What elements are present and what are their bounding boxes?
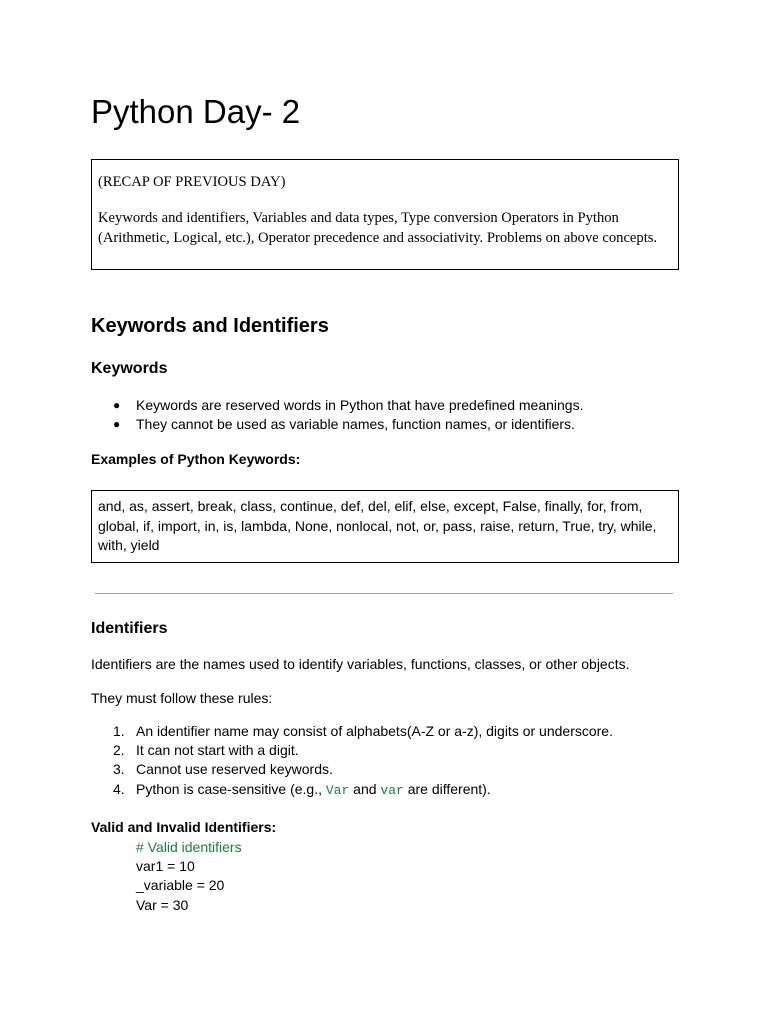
valid-invalid-label: Valid and Invalid Identifiers:: [91, 819, 277, 835]
list-item-text: Cannot use reserved keywords.: [136, 761, 333, 777]
list-number: 4.: [113, 781, 125, 797]
list-item-text: Python is case-sensitive (e.g.,: [136, 781, 326, 797]
subheading-keywords: Keywords: [91, 360, 168, 377]
list-item: [91, 779, 613, 801]
page-title: Python Day- 2: [91, 93, 301, 130]
keywords-examples-box: [91, 490, 679, 563]
code-comment: # Valid identifiers: [136, 839, 242, 855]
identifier-rules-list: [91, 722, 613, 801]
subheading-identifiers: Identifiers: [91, 620, 168, 637]
list-item-text: and: [349, 781, 381, 797]
bullet-icon: ●: [113, 417, 121, 431]
identifiers-description: Identifiers are the names used to identify variables, functions, classes, or other objects.: [91, 656, 630, 672]
list-item: [91, 415, 583, 434]
code-line: var1 = 10: [136, 858, 195, 875]
list-item: [91, 396, 583, 415]
recap-box: [91, 159, 679, 270]
inline-code: var: [380, 783, 404, 798]
list-item-text: Keywords are reserved words in Python that have predefined meanings.: [136, 397, 584, 413]
section-heading-keywords-identifiers: Keywords and Identifiers: [91, 315, 329, 337]
code-line: Var = 30: [136, 896, 189, 913]
list-item-text: are different).: [403, 781, 491, 797]
list-item: [91, 760, 613, 779]
code-line: _variable = 20: [136, 877, 225, 894]
list-item: [91, 722, 613, 741]
examples-label: Examples of Python Keywords:: [91, 451, 301, 467]
list-item-text: It can not start with a digit.: [136, 742, 299, 758]
keywords-bullet-list: [91, 396, 583, 434]
list-number: 3.: [113, 761, 125, 777]
recap-text: Keywords and identifiers, Variables and data types, Type conversion Operators in Python (Arithmetic, Logical, etc.), Operator precedence and associativity. Problems on above concepts.: [98, 210, 658, 246]
list-number: 2.: [113, 742, 125, 758]
rules-intro: They must follow these rules:: [91, 690, 273, 706]
list-item-text: They cannot be used as variable names, function names, or identifiers.: [136, 416, 575, 432]
keywords-examples-text: and, as, assert, break, class, continue, def, del, elif, else, except, False, finally, for, from, global, if, import, in, is, lambda, None, nonlocal, not, or, pass, raise, return, True, try, while, with, yield: [98, 498, 657, 553]
horizontal-divider: [95, 593, 673, 594]
bullet-icon: ●: [113, 398, 121, 412]
list-number: 1.: [113, 723, 125, 739]
list-item: [91, 741, 613, 760]
code-example: [136, 838, 242, 915]
list-item-text: An identifier name may consist of alphabets(A-Z or a-z), digits or underscore.: [136, 723, 613, 739]
inline-code: Var: [325, 783, 350, 798]
recap-heading: (RECAP OF PREVIOUS DAY): [98, 174, 286, 190]
